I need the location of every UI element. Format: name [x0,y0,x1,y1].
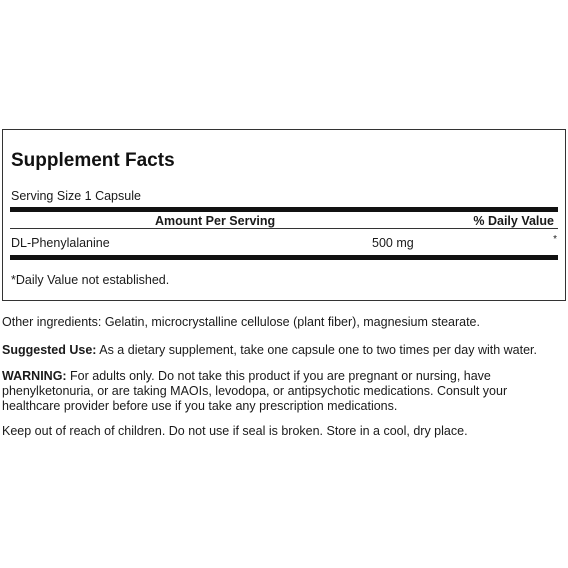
supplement-facts-title: Supplement Facts [11,150,175,171]
suggested-use-label: Suggested Use: [2,343,97,357]
supplement-facts-panel [2,129,566,301]
warning-text: For adults only. Do not take this product if you are pregnant or nursing, have phenylketonuria, or are taking MAOIs, levodopa, or antipsychotic medications. Consult your healthcare provider before use if you take any prescription medications. [2,369,508,413]
suggested-use [2,343,562,358]
ingredient-amount: 500 mg [372,236,414,250]
storage-instructions: Keep out of reach of children. Do not use if seal is broken. Store in a cool, dry place. [2,424,468,438]
thick-divider-bottom [10,255,558,260]
amount-per-serving-header: Amount Per Serving [155,214,276,228]
ingredient-name: DL-Phenylalanine [11,236,110,250]
thick-divider-top [10,207,558,212]
warning-label: WARNING: [2,369,67,383]
daily-value-footnote: *Daily Value not established. [11,273,170,287]
warning [2,369,562,414]
serving-size: Serving Size 1 Capsule [11,189,141,203]
suggested-use-text: As a dietary supplement, take one capsule one to two times per day with water. [96,343,537,357]
daily-value-header: % Daily Value [473,214,554,228]
thin-divider [10,228,558,229]
ingredient-daily-value: * [553,234,557,245]
other-ingredients: Other ingredients: Gelatin, microcrystalline cellulose (plant fiber), magnesium stearate. [2,315,480,329]
